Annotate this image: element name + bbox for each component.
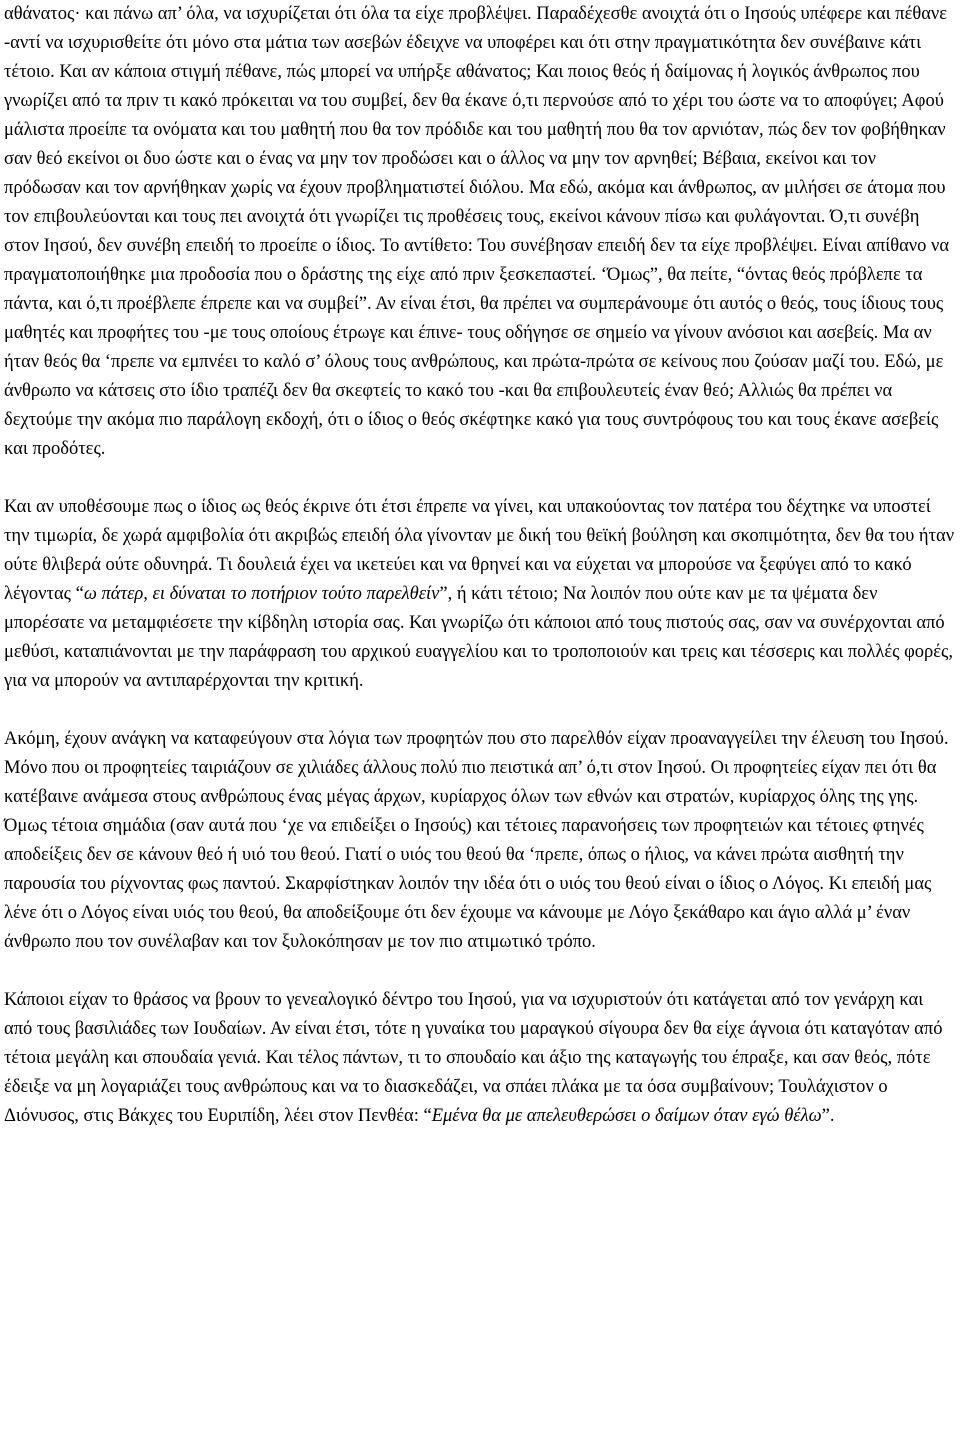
paragraph-1 <box>4 0 956 464</box>
paragraph-text: ”, ή κάτι τέτοιο; Να λοιπόν που ούτε καν με τα ψέματα δεν μπορέσατε να μεταμφιέσετε την κίβδηλη ιστορία σας. Και γνωρίζω ότι κάποιοι από τους πιστούς σας, σαν να συνέρχονται από μεθύσι, καταπιάνονται με την παράφραση του αρχικού ευαγγελίου και το τροποποιούν και τρεις και τέσσερις και πολλές φορές, για να μπορούν να αντιπαρέρχονται την κριτική. <box>4 584 953 691</box>
quoted-phrase: Εμένα θα με απελευθερώσει ο δαίμων όταν εγώ θέλω <box>431 1106 822 1126</box>
paragraph-2 <box>4 493 956 696</box>
paragraph-text: Ακόμη, έχουν ανάγκη να καταφεύγουν στα λόγια των προφητών που στο παρελθόν είχαν προαναγγείλει την έλευση του Ιησού. Μόνο που οι προφητείες ταιριάζουν σε χιλιάδες άλλους πολύ πιο πειστικά απ’ ό,τι στον Ιησού. Οι προφητείες είχαν πει ότι θα κατέβαινε ανάμεσα στους ανθρώπους ένας μέγας άρχων, κυρίαρχος όλων των εθνών και στρατών, κυρίαρχος όλης της γης. Όμως τέτοια σημάδια (σαν αυτά που ‘χε να επιδείξει ο Ιησούς) και τέτοιες παρανοήσεις των προφητειών και τέτοιες φτηνές αποδείξεις δεν σε κάνουν θεό ή υιό του θεού. Γιατί ο υιός του θεού θα ‘πρεπε, όπως ο ήλιος, να κάνει πρώτα αισθητή την παρουσία του ρίχνοντας φως παντού. Σκαρφίστηκαν λοιπόν την ιδέα ότι ο υιός του θεού είναι ο ίδιος ο Λόγος. Κι επειδή μας λένε ότι ο Λόγος είναι υιός του θεού, θα αποδείξουμε ότι δεν έχουμε να κάνουμε με Λόγο ξεκάθαρο και άγιο αλλά μ’ έναν άνθρωπο που τον συνέλαβαν και τον ξυλοκόπησαν με τον πιο ατιμωτικό τρόπο. <box>4 729 949 952</box>
paragraph-text: αθάνατος· και πάνω απ’ όλα, να ισχυρίζεται ότι όλα τα είχε προβλέψει. Παραδέχεσθε ανοιχτά ότι ο Ιησούς υπέφερε και πέθανε -αντί να ισχυρισθείτε ότι μόνο στα μάτια των ασεβών έδειχνε να υποφέρει και ότι στην πραγματικότητα δεν συνέβαινε κάτι τέτοιο. Και αν κάποια στιγμή πέθανε, πώς μπορεί να υπήρξε αθάνατος; Και ποιος θεός ή δαίμονας ή λογικός άνθρωπος που γνωρίζει από τα πριν τι κακό πρόκειται να του συμβεί, δεν θα έκανε ό,τι περνούσε από το χέρι του ώστε να το αποφύγει; Αφού μάλιστα προείπε τα ονόματα και του μαθητή που θα τον πρόδιδε και του μαθητή που θα τον αρνιόταν, πώς δεν τον φοβήθηκαν σαν θεό εκείνοι οι δυο ώστε και ο ένας να μην τον προδώσει και ο άλλος να μην τον αρνηθεί; Βέβαια, εκείνοι και τον πρόδωσαν και τον αρνήθηκαν χωρίς να έχουν προβληματιστεί διόλου. Μα εδώ, ακόμα και άνθρωπος, αν μιλήσει σε άτομα που τον επιβουλεύονται και τους πει ανοιχτά ότι γνωρίζει τις προθέσεις τους, εκείνοι κάνουν πίσω και φυλάγονται. Ό,τι συνέβη στον Ιησού, δεν συνέβη επειδή το προείπε ο ίδιος. Το αντίθετο: Του συνέβησαν επειδή δεν τα είχε προβλέψει. Είναι απίθανο να πραγματοποιήθηκε μια προδοσία που ο δράστης της είχε από πριν ξεσκεπαστεί. ‘Όμως”, θα πείτε, “όντας θεός πρόβλεπε τα πάντα, και ό,τι προέβλεπε έπρεπε και να συμβεί”. Αν είναι έτσι, θα πρέπει να συμπεράνουμε ότι αυτός ο θεός, τους ίδιους τους μαθητές και προφήτες του -με τους οποίους έτρωγε και έπινε- τους οδήγησε σε σημείο να γίνουν ανόσιοι και ασεβείς. Μα αν ήταν θεός θα ‘πρεπε να εμπνέει το καλό σ’ όλους τους ανθρώπους, και πρώτα-πρώτα σε κείνους που ζούσαν μαζί του. Εδώ, με άνθρωπο να κάτσεις στο ίδιο τραπέζι δεν θα σκεφτείς το κακό του -και θα επιβουλευτείς έναν θεό; Αλλιώς θα πρέπει να δεχτούμε την ακόμα πιο παράλογη εκδοχή, ότι ο ίδιος ο θεός σκέφτηκε κακό για τους συντρόφους του και τους έκανε ασεβείς και προδότες. <box>4 4 950 459</box>
paragraph-3 <box>4 725 956 957</box>
paragraph-text: ”. <box>821 1106 835 1126</box>
quoted-phrase: ω πάτερ, ει δύναται το ποτήριον τούτο παρελθείν <box>83 584 440 604</box>
paragraph-4 <box>4 986 956 1131</box>
paragraph-text: Και αν υποθέσουμε πως ο ίδιος ως θεός έκρινε ότι έτσι έπρεπε να γίνει, και υπακούοντας τον πατέρα του δέχτηκε να υποστεί την τιμωρία, δε χωρά αμφιβολία ότι ακριβώς επειδή όλα γίνονταν με δική του θεϊκή βούληση και σκοπιμότητα, δεν θα του ήταν ούτε θλιβερά ούτε οδυνηρά. Τι δουλειά έχει να ικετεύει και να θρηνεί και να εύχεται να μπορούσε να ξεφύγει από το κακό λέγοντας “ <box>4 497 955 604</box>
paragraph-text: Κάποιοι είχαν το θράσος να βρουν το γενεαλογικό δέντρο του Ιησού, για να ισχυριστούν ότι κατάγεται από τον γενάρχη και από τους βασιλιάδες των Ιουδαίων. Αν είναι έτσι, τότε η γυναίκα του μαραγκού σίγουρα δεν θα είχε άγνοια ότι καταγόταν από τέτοια μεγάλη και σπουδαία γενιά. Και τέλος πάντων, τι το σπουδαίο και άξιο της καταγωγής του έπραξε, και σαν θεός, πότε έδειξε να μη λογαριάζει τους ανθρώπους και να το διασκεδάζει, να σπάει πλάκα με τα όσα συμβαίνουν; Τουλάχιστον ο Διόνυσος, στις Βάκχες του Ευριπίδη, λέει στον Πενθέα: “ <box>4 990 943 1126</box>
